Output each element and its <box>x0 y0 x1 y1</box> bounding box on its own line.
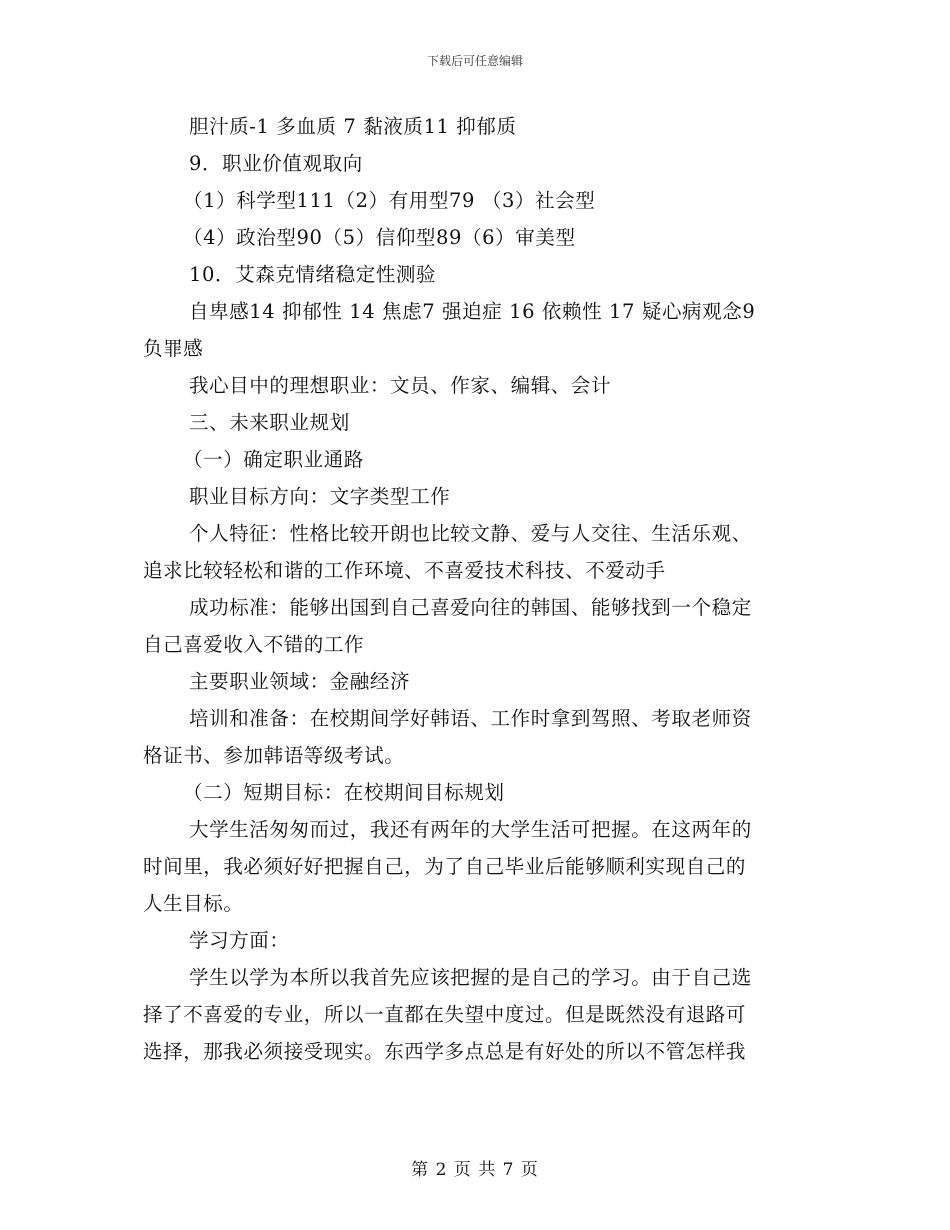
text-line: 主要职业领域：金融经济 <box>189 670 411 693</box>
subsection-heading: （二）短期目标：在校期间目标规划 <box>183 781 505 804</box>
text-line: 追求比较轻松和谐的工作环境、不喜爱技术科技、不爱动手 <box>143 559 666 582</box>
section-heading: 三、未来职业规划 <box>189 411 350 434</box>
text-line: 学习方面： <box>189 929 290 952</box>
subsection-heading: （一）确定职业通路 <box>183 448 364 471</box>
text-line: 培训和准备：在校期间学好韩语、工作时拿到驾照、考取老师资 <box>189 707 752 730</box>
text-line: 职业目标方向：文字类型工作 <box>189 485 451 508</box>
text-line: 胆汁质-1 多血质 7 黏液质11 抑郁质 <box>189 115 517 138</box>
text-line: 我心目中的理想职业：文员、作家、编辑、会计 <box>189 374 612 397</box>
section-heading: 10．艾森克情绪稳定性测验 <box>189 263 437 286</box>
text-line: 人生目标。 <box>143 892 244 915</box>
text-line: 负罪感 <box>143 337 204 360</box>
text-line: 选择，那我必须接受现实。东西学多点总是有好处的所以不管怎样我 <box>143 1040 747 1063</box>
text-line: 择了不喜爱的专业，所以一直都在失望中度过。但是既然没有退路可 <box>143 1003 747 1026</box>
text-line: 个人特征：性格比较开朗也比较文静、爱与人交往、生活乐观、 <box>189 522 752 545</box>
section-heading: 9．职业价值观取向 <box>189 152 363 175</box>
page-footer: 第 2 页 共 7 页 <box>411 1160 539 1180</box>
document-body <box>143 108 815 1070</box>
text-line: 大学生活匆匆而过，我还有两年的大学生活可把握。在这两年的 <box>189 818 752 841</box>
page-header: 下载后可任意编辑 <box>426 54 523 68</box>
text-line: 时间里，我必须好好把握自己，为了自己毕业后能够顺利实现自己的 <box>143 855 747 878</box>
text-line: 自卑感14 抑郁性 14 焦虑7 强迫症 16 依赖性 17 疑心病观念9 <box>189 300 756 323</box>
text-line: 自己喜爱收入不错的工作 <box>143 633 365 656</box>
text-line: （1）科学型111（2）有用型79 （3）社会型 <box>183 189 596 212</box>
text-line: （4）政治型90（5）信仰型89（6）审美型 <box>183 226 576 249</box>
text-line: 学生以学为本所以我首先应该把握的是自己的学习。由于自己选 <box>189 966 752 989</box>
text-line: 成功标准：能够出国到自己喜爱向往的韩国、能够找到一个稳定 <box>189 596 752 619</box>
text-line: 格证书、参加韩语等级考试。 <box>143 744 405 767</box>
